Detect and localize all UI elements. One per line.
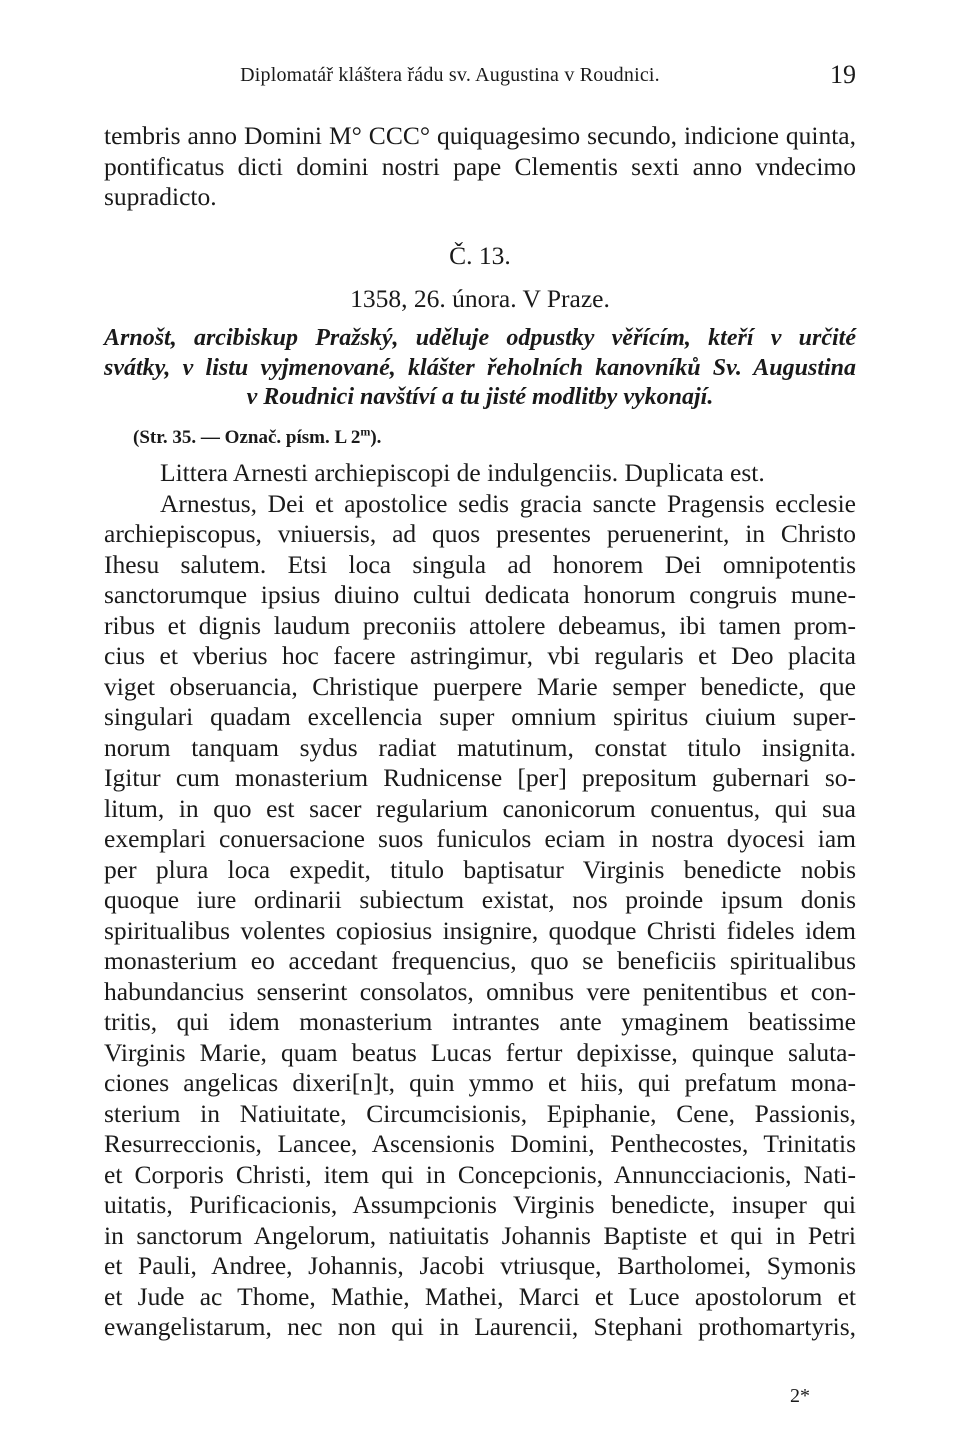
text-line: viget obseruancia, Christique puerpere Marie semper benedicte, que — [104, 671, 856, 701]
source-note-text: (Str. 35. — Označ. písm. L 2$^m$). — [133, 425, 382, 449]
text-line: et Corporis Christi, item qui in Concepcionis, Annuncciacionis, Nati- — [104, 1159, 856, 1189]
text-line: singulari quadam excellencia super omnium spiritus ciuium super- — [104, 702, 856, 731]
text-line: litum, in quo est sacer regularium canonicorum conuentus, qui sua — [104, 793, 856, 823]
text-line: et Pauli, Andree, Johannis, Jacobi vtriusque, Bartholomei, Symonis — [104, 1251, 856, 1280]
text-line: Resurreccionis, Lancee, Ascensionis Domini, Penthecostes, Trinitatis — [104, 1129, 856, 1158]
regest-line: Arnošt, arcibiskup Pražský, uděluje odpustky věřícím, kteří v určité — [104, 325, 856, 351]
text-line: sterium in Natiuitate, Circumcisionis, Epiphanie, Cene, Passionis, — [104, 1098, 856, 1128]
text-line: uitatis, Purificacionis, Assumpcionis Virginis benedicte, insuper qui — [104, 1190, 856, 1219]
text-line: archiepiscopus, vniuersis, ad quos presentes peruenerint, in Christo — [104, 519, 856, 548]
text-line: tembris anno Domini M° CCC° quiquagesimo secundo, indicione quinta, — [104, 121, 856, 150]
document-regest — [104, 324, 856, 413]
text-line: ribus et dignis laudum preconiis attolere debeamus, ibi tamen prom- — [104, 610, 856, 640]
signature-mark: 2* — [790, 1385, 810, 1407]
previous-document-ending — [104, 121, 856, 213]
text-line: in sanctorum Angelorum, natiuitatis Johannis Baptiste et qui in Petri — [104, 1220, 856, 1250]
text-line: exemplari conuersacione suos funiculos eciam in nostra dyocesi iam — [104, 824, 856, 853]
text-line: monasterium eo accedant frequencius, quo se beneficiis spiritualibus — [104, 946, 856, 975]
text-line: quoque iure ordinarii subiectum existat, nos proinde ipsum donis — [104, 885, 856, 914]
text-line: Virginis Marie, quam beatus Lucas fertur depixisse, quinque saluta- — [104, 1037, 856, 1067]
text-line: spiritualibus volentes copiosius insignire, quodque Christi fideles idem — [104, 915, 856, 945]
text-line: pontificatus dicti domini nostri pape Clementis sexti anno vndecimo — [104, 151, 856, 181]
text-line: tritis, qui idem monasterium intrantes ante ymaginem beatissime — [104, 1007, 856, 1036]
document-date-place: 1358, 26. února. V Praze. — [350, 284, 610, 313]
document-number: Č. 13. — [449, 241, 511, 270]
page-number: 19 — [830, 60, 856, 89]
document-body — [104, 458, 856, 1343]
text-line: ewangelistarum, nec non qui in Laurencii, Stephani prothomartyris, — [104, 1312, 856, 1341]
text-line: Arnestus, Dei et apostolice sedis gracia sancte Pragensis ecclesie — [160, 488, 856, 518]
text-line: per plura loca expedit, titulo baptisatur Virginis benedicte nobis — [104, 854, 856, 884]
text-line: norum tanquam sydus radiat matutinum, constat titulo insignita. — [104, 732, 856, 762]
source-note — [133, 425, 856, 449]
text-line: cius et vberius hoc facere astringimur, vbi regularis et Deo placita — [104, 641, 856, 670]
text-line: habundancius senserint consolatos, omnibus vere penitentibus et con- — [104, 976, 856, 1006]
text-line: supradicto. — [104, 182, 217, 211]
page-header — [104, 60, 856, 92]
text-line: Ihesu salutem. Etsi loca singula ad honorem Dei omnipotentis — [104, 549, 856, 579]
text-line: ciones angelicas dixeri[n]t, quin ymmo et hiis, qui prefatum mona- — [104, 1068, 856, 1097]
text-line: et Jude ac Thome, Mathie, Mathei, Marci et Luce apostolorum et — [104, 1281, 856, 1311]
regest-line: v Roudnici navštíví a tu jisté modlitby vykonají. — [246, 384, 714, 410]
regest-line: svátky, v listu vyjmenované, klášter řeholních kanovníků Sv. Augustina — [104, 354, 856, 381]
heading-line: Littera Arnesti archiepiscopi de indulgenciis. Duplicata est. — [160, 458, 765, 487]
running-title: Diplomatář kláštera řádu sv. Augustina v Roudnici. — [240, 64, 660, 86]
text-line: Igitur cum monasterium Rudnicense [per] prepositum gubernari so- — [104, 763, 856, 792]
text-line: sanctorumque ipsius diuino cultui dedicata honorum congruis mune- — [104, 580, 856, 609]
